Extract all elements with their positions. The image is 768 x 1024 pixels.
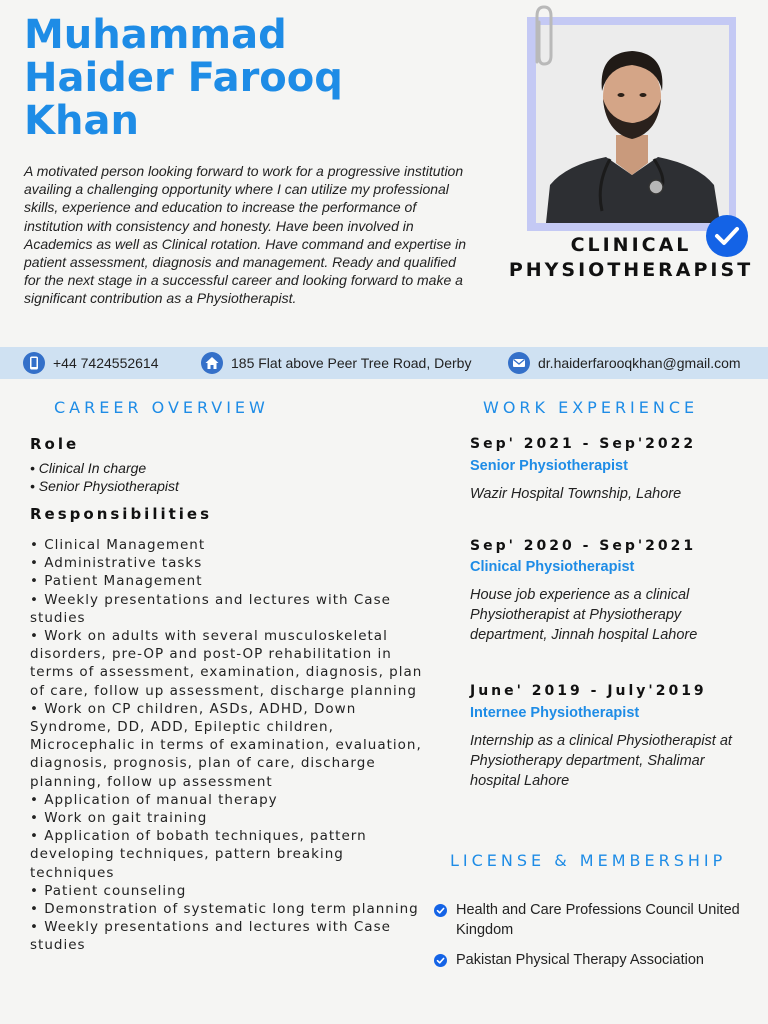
responsibility-item: • Application of manual therapy [30, 791, 278, 808]
license-text: Health and Care Professions Council United Kingdom [456, 902, 740, 938]
role-list [30, 459, 179, 495]
contact-email[interactable] [508, 347, 741, 379]
experience-date: Sep' 2020 - Sep'2021 [470, 538, 697, 554]
paperclip-icon [531, 4, 555, 70]
responsibility-item: • Work on adults with several musculoskeletal disorders, pre-OP and post-OP rehabilitation in terms of assessment, examination, diagnosis, plan of care, follow up assessment, discharge planning [30, 628, 423, 699]
name-line-2: Haider Farooq [24, 55, 343, 101]
mail-icon [508, 352, 530, 374]
phone-number: +44 7424552614 [53, 355, 159, 371]
work-experience-heading: WORK EXPERIENCE [483, 398, 699, 417]
role-item: • Clinical In charge [30, 460, 147, 476]
profile-photo [536, 25, 729, 223]
responsibility-item: • Work on CP children, ASDs, ADHD, Down Syndrome, DD, ADD, Epileptic children, Microcephalic in terms of examination, evaluation, diagnosis, prognosis, plan of care, discharge planning, follow up assessment [30, 700, 422, 790]
responsibility-item: • Clinical Management [30, 537, 206, 553]
experience-date: June' 2019 - July'2019 [470, 683, 707, 699]
candidate-name [24, 14, 464, 143]
responsibility-item: • Demonstration of systematic long term planning [30, 901, 419, 918]
name-line-3: Khan [24, 98, 139, 144]
check-circle-icon [434, 904, 447, 917]
role-heading: Role [30, 435, 80, 453]
contact-phone [23, 347, 159, 379]
career-overview-heading: CAREER OVERVIEW [54, 398, 269, 417]
responsibility-item: • Patient counseling [30, 882, 187, 899]
license-text: Pakistan Physical Therapy Association [456, 952, 704, 968]
address-text: 185 Flat above Peer Tree Road, Derby [231, 355, 472, 371]
name-line-1: Muhammad [24, 12, 287, 58]
profile-summary: A motivated person looking forward to work for a progressive institution availing a challenging opportunity where I can utilize my professional skills, experience and education to increase the performance of institution with consistency and honesty. Have been involved in Academics as well as Clinical rotation. Have command and expertise in patient assessment, diagnosis and management. Ready and qualified for the next stage in a successful career and looking forward to make a significant contribution as a Physiotherapist. [24, 163, 466, 307]
experience-description: Wazir Hospital Township, Lahore [470, 486, 682, 502]
contact-address [201, 347, 471, 379]
responsibility-item: • Patient Management [30, 573, 203, 590]
experience-date: Sep' 2021 - Sep'2022 [470, 436, 697, 452]
responsibility-item: • Administrative tasks [30, 555, 203, 572]
experience-position: Senior Physiotherapist [470, 458, 628, 474]
experience-description: House job experience as a clinical Physiotherapist at Physiotherapy department, Jinnah hospital Lahore [470, 587, 698, 643]
experience-position: Internee Physiotherapist [470, 705, 640, 721]
role-item: • Senior Physiotherapist [30, 478, 179, 494]
responsibility-item: • Weekly presentations and lectures with Case studies [30, 591, 391, 626]
license-item [434, 900, 744, 940]
job-title-line-2: PHYSIOTHERAPIST [508, 259, 754, 281]
responsibility-item: • Weekly presentations and lectures with Case studies [30, 919, 391, 954]
experience-position: Clinical Physiotherapist [470, 559, 635, 575]
responsibilities-list [30, 536, 430, 955]
license-heading: LICENSE & MEMBERSHIP [450, 851, 727, 870]
job-title-line-1: CLINICAL [570, 234, 692, 256]
experience-description: Internship as a clinical Physiotherapist at Physiotherapy department, Shalimar hospital Lahore [470, 733, 732, 789]
job-title [500, 233, 762, 283]
license-item [434, 950, 744, 970]
responsibility-item: • Application of bobath techniques, pattern developing techniques, pattern breaking techniques [30, 828, 367, 881]
home-icon [201, 352, 223, 374]
email-address[interactable]: dr.haiderfarooqkhan@gmail.com [538, 355, 741, 371]
phone-icon [23, 352, 45, 374]
responsibilities-heading: Responsibilities [30, 505, 213, 523]
responsibility-item: • Work on gait training [30, 810, 208, 827]
check-circle-icon [434, 954, 447, 967]
